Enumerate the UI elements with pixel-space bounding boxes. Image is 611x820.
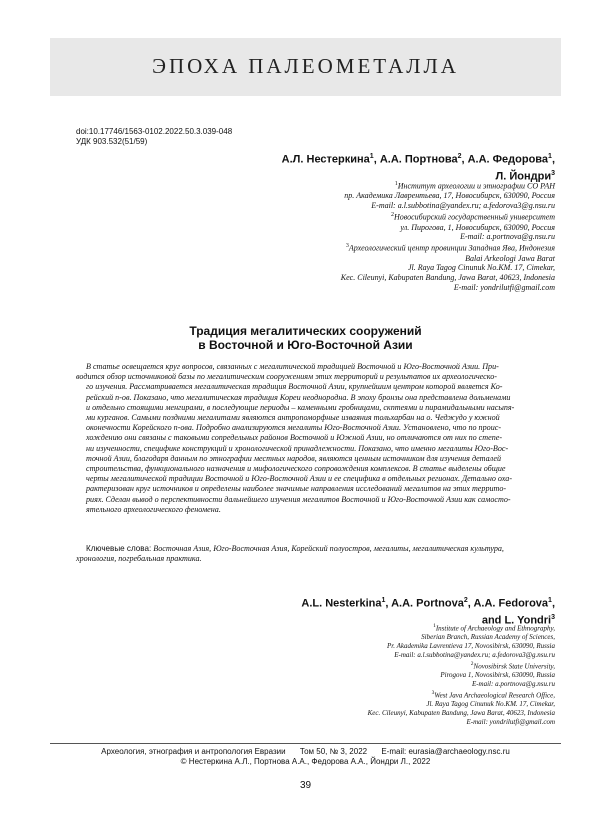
affiliation-line: Balai Arkeologi Jawa Barat xyxy=(465,253,555,263)
affiliation-email: E-mail: a.portnova@g.nsu.ru xyxy=(471,680,555,689)
abstract-line: точной Азии, благодаря данным по этнографии местных народов, являются ценным источником для изучения деталей xyxy=(86,453,502,463)
authors-en-line-1: A.L. Nesterkina$^1$, A.A. Portnova$^2$, A.A. Fedorova$^1$, xyxy=(301,597,555,610)
affiliation-line: Pr. Akademika Lavrentieva 17, Novosibirsk, 630090, Russia xyxy=(387,642,555,651)
affiliation-line: Jl. Raya Tagog Cinunuk No.KM. 17, Cimekar, xyxy=(426,700,555,709)
affiliation-line: $^2$Novosibirsk State University, xyxy=(470,660,555,671)
abstract-line: рейский п-ов. Показано, что мегалитическая традиция Кореи неоднородна. В эпоху бронзы она представлена дольменами xyxy=(86,392,511,402)
abstract-line: ни изученности, специфике конструкций и хронологической принадлежности. Показано, что именно мегалиты Юго-Вос- xyxy=(86,443,509,453)
abstract-line: черты мегалитической традиции Восточной и Юго-Восточной Азии и ее специфика в отдельных регионах. Детально оха- xyxy=(86,474,513,484)
abstract-line: оконечности Корейского п-ова. Подробно анализируются мегалиты Юго-Восточной Азии. Установлено, что по проис- xyxy=(86,423,502,433)
footer-journal: Археология, этнография и антропология Евразии xyxy=(101,747,286,756)
keywords-line-1: Ключевые слова: Восточная Азия, Юго-Восточная Азия, Корейский полуостров, мегалиты, мегалитическая культура, xyxy=(86,544,504,553)
affiliation-line: $^3$Археологический центр провинции Западная Ява, Индонезия xyxy=(345,243,555,253)
page-number: 39 xyxy=(299,780,312,791)
footer-copyright: © Нестеркина А.Л., Портнова А.А., Федорова А.А., Йондри Л., 2022 xyxy=(180,757,431,766)
abstract-line: го изучения. Рассматривается мегалитическая традиция Восточной Азии, крупнейшим центром которой является Ко- xyxy=(86,382,503,392)
abstract-line: ми курганов. Самыми поздними мегалитами являются антропоморфные изваяния тольхарбан на о. Чеджудо у южной xyxy=(86,413,500,423)
affiliation-line: $^2$Новосибирский государственный университет xyxy=(390,212,555,222)
affiliation-email: E-mail: a.l.subbotina@yandex.ru; a.fedorova3@g.nsu.ru xyxy=(371,201,555,211)
footer-volume: Том 50, № 3, 2022 xyxy=(299,747,368,756)
affiliation-line: $^1$Институт археологии и этнографии СО РАН xyxy=(394,181,555,191)
authors-en-line-2: and L. Yondri$^3$ xyxy=(481,613,555,627)
abstract-line: и отдельно стоящими менгирами, в последующие периоды – каменными гробницами, скптеями и пирамидальными насыпя- xyxy=(86,402,515,412)
affiliation-line: $^1$Institute of Archaeology and Ethnography, xyxy=(433,623,555,633)
affiliation-email: E-mail: yondrilutfi@gmail.com xyxy=(466,718,555,727)
section-title: ЭПОХА ПАЛЕОМЕТАЛЛА xyxy=(152,54,459,78)
keywords-label: Ключевые слова: xyxy=(86,544,152,553)
affiliation-line: Kec. Cileunyi, Kabupaten Bandung, Jawa Barat, 40623, Indonesia xyxy=(340,273,555,283)
authors-ru-line-1: А.Л. Нестеркина$^1$, А.А. Портнова$^2$, А.А. Федорова$^1$, xyxy=(281,153,555,166)
doi: doi:10.17746/1563-0102.2022.50.3.039-048 xyxy=(76,127,233,136)
udk: УДК 903.532(51/59) xyxy=(76,137,148,146)
affiliation-line: Jl. Raya Tagog Cinunuk No.KM. 17, Cimekar, xyxy=(407,263,555,273)
keywords-line-2: хронология, погребальная практика. xyxy=(76,554,202,564)
article-title xyxy=(0,324,611,352)
abstract-line: рактеризован круг источников и определены наиболее значимые направления исследований мегалитов на этих террито- xyxy=(86,484,507,494)
footer-journal-line xyxy=(0,747,611,757)
affiliation-line: Kec. Cileunyi, Kabupaten Bandung, Jawa Barat, 40623, Indonesia xyxy=(367,709,555,718)
abstract-line: строительства, функционального назначения и мифологического сопровождения комплексов. В статье выделены общие xyxy=(86,464,506,474)
abstract-line: В статье освещается круг вопросов, связанных с мегалитической традицией Восточной и Юго-Восточной Азии. При- xyxy=(86,362,499,371)
affiliation-line: Pirogova 1, Novosibirsk, 630090, Russia xyxy=(440,671,555,680)
authors-ru-line-2: Л. Йондри$^3$ xyxy=(495,169,555,183)
affiliation-email: E-mail: a.l.subbotina@yandex.ru; a.fedorova3@g.nsu.ru xyxy=(394,651,555,660)
footer-email: E-mail: eurasia@archaeology.nsc.ru xyxy=(381,747,510,756)
abstract-line: ятельного археологического феномена. xyxy=(86,504,221,514)
abstract xyxy=(76,362,556,515)
article-title-line-1: Традиция мегалитических сооружений xyxy=(189,324,422,338)
affiliation-line: $^3$West Java Archaeological Research Office, xyxy=(431,690,555,700)
keywords xyxy=(76,544,556,564)
affiliation-line: пр. Академика Лаврентьева, 17, Новосибирск, 630090, Россия xyxy=(344,191,555,201)
affiliation-line: ул. Пирогова, 1, Новосибирск, 630090, Россия xyxy=(400,222,555,232)
footer-divider xyxy=(50,743,561,744)
abstract-line: водится обзор источниковой базы по мегалитическим сооружениям этих территорий и результатов их археологическо- xyxy=(76,372,497,382)
affiliation-line: Siberian Branch, Russian Academy of Sciences, xyxy=(421,633,555,642)
authors-ru xyxy=(135,150,555,183)
affiliations-ru xyxy=(195,180,555,293)
affiliation-email: E-mail: yondrilutfi@gmail.com xyxy=(453,282,555,292)
affiliations-en xyxy=(195,622,555,727)
article-title-line-2: в Восточной и Юго-Восточной Азии xyxy=(198,338,413,352)
abstract-line: риях. Сделан вывод о перспективности дальнейшего изучения мегалитов Восточной и Юго-Восточной Азии как самосто- xyxy=(86,494,511,504)
abstract-line: хождению они связаны с таковыми сопредельных районов Восточной и Южной Азии, но отличаются от них по степе- xyxy=(86,433,503,443)
affiliation-email: E-mail: a.portnova@g.nsu.ru xyxy=(460,232,555,242)
